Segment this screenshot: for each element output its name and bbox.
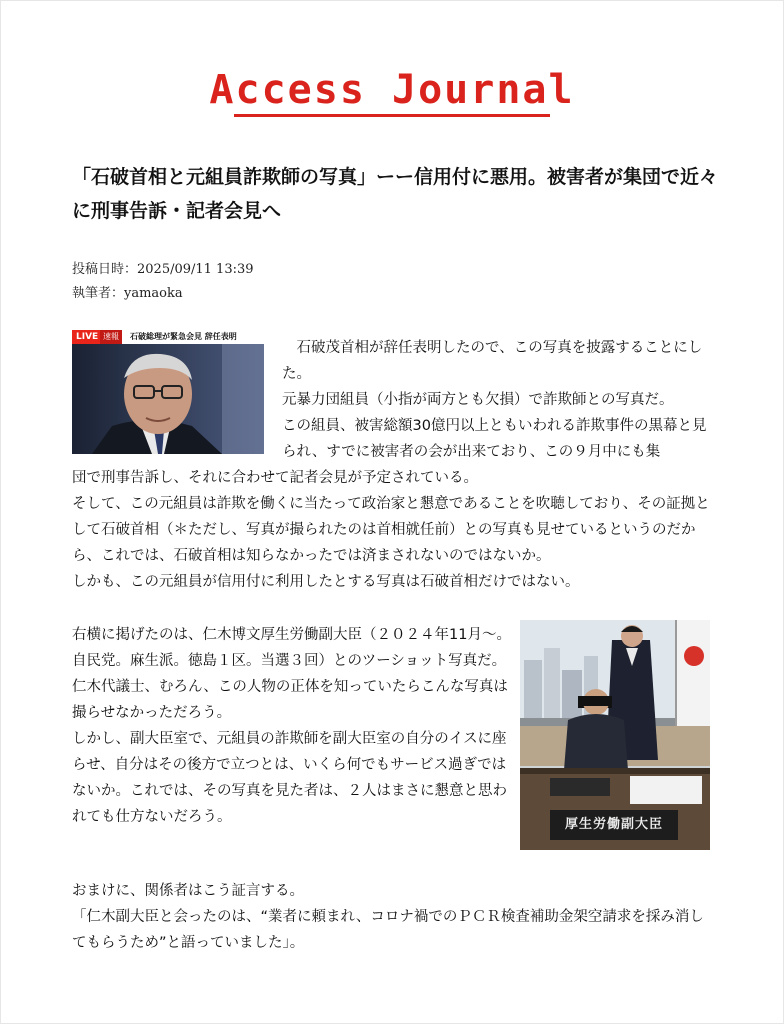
paragraph: おまけに、関係者はこう証言する。 bbox=[72, 883, 304, 899]
breaking-badge: 速報 bbox=[100, 330, 122, 344]
paragraph: しかし、副大臣室で、元組員の詐欺師を副大臣室の自分のイスに座らせ、自分はその後方で立つとは、いくら何でもサービス過ぎではないか。これでは、その写真を見た者は、２人はまさに懇意と思われても仕方ないだろう。 bbox=[72, 731, 507, 825]
paragraph: 石破茂首相が辞任表明したので、この写真を披露することにした。 bbox=[282, 340, 703, 382]
live-badge: LIVE bbox=[72, 330, 102, 344]
paragraph: この組員、被害総額30億円以上ともいわれる詐欺事件の黒幕と見られ、すでに被害者の会が出来ており、この９月中にも集 bbox=[282, 418, 707, 460]
logo-underline bbox=[234, 114, 550, 117]
body-block-3 bbox=[72, 622, 512, 830]
logo-text: Access Journal bbox=[209, 67, 575, 113]
paragraph: 元暴力団組員（小指が両方とも欠損）で詐欺師との写真だ。 bbox=[282, 392, 674, 408]
ishiba-photo bbox=[72, 330, 264, 454]
paragraph: 右横に掲げたのは、仁木博文厚生労働副大臣（２０２４年11月〜。自民党。麻生派。徳島１区。当選３回）とのツーショット写真だ。 bbox=[72, 627, 511, 669]
article-title: 「石破首相と元組員詐欺師の写真」ーー信用付に悪用。被害者が集団で近々に刑事告訴・記者会見へ bbox=[72, 166, 719, 222]
paragraph: 「仁木副大臣と会ったのは、“業者に頼まれ、コロナ禍でのＰＣＲ検査補助金架空請求を採み消してもらうため”と語っていました」。 bbox=[72, 909, 704, 951]
body-block-2 bbox=[72, 465, 717, 595]
body-block-4 bbox=[72, 878, 717, 956]
author: 執筆者：yamaoka bbox=[72, 286, 183, 301]
paragraph: そして、この元組員は詐欺を働くに当たって政治家と懇意であることを吹聴しており、その証拠として石破首相（＊ただし、写真が撮られたのは首相就任前）との写真も見せているというのだから、これでは、石破首相は知らなかったでは済まされないのではないか。 bbox=[72, 496, 710, 564]
article-meta bbox=[72, 258, 254, 306]
news-caption: 石破総理が緊急会見 辞任表明 bbox=[130, 332, 237, 341]
ishiba-portrait bbox=[72, 330, 264, 454]
name-plate: 厚生労働副大臣 bbox=[564, 817, 663, 832]
site-logo[interactable] bbox=[0, 68, 784, 117]
paragraph: 団で刑事告訴し、それに合わせて記者会見が予定されている。 bbox=[72, 470, 478, 486]
paragraph: 仁木代議士、むろん、この人物の正体を知っていたらこんな写真は撮らせなかっただろう。 bbox=[72, 679, 508, 721]
vice-minister-office-photo bbox=[520, 620, 710, 850]
posted-date: 投稿日時：2025/09/11 13:39 bbox=[72, 262, 254, 277]
paragraph: しかも、この元組員が信用付に利用したとする写真は石破首相だけではない。 bbox=[72, 574, 580, 590]
body-block-1 bbox=[282, 335, 717, 465]
